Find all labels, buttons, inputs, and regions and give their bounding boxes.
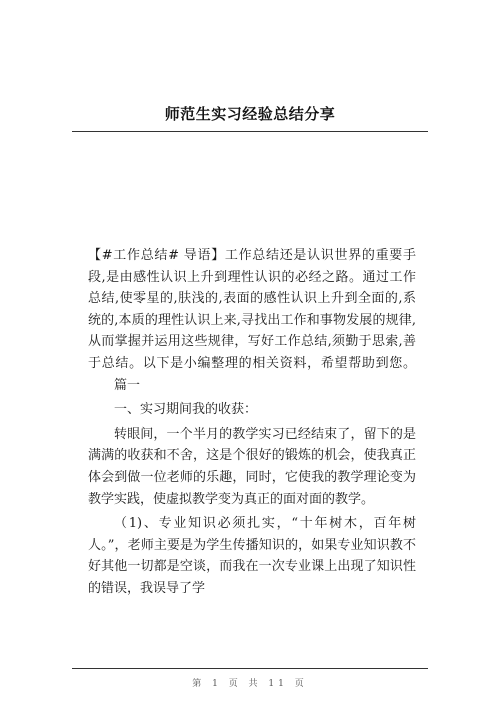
body-paragraph: 转眼间，一个半月的教学实习已经结束了，留下的是满满的收获和不舍，这是个很好的锻炼的机会，使我真正体会到做一位老师的乐趣，同时，它使我的教学理论变为教学实践，使虚拟教学变为真正的面对面的教学。 [88,426,416,507]
section-label: 篇一 [114,377,141,393]
section-heading: 一、实习期间我的收获： [114,402,258,418]
page-number: 第 1 页 共 11 页 [192,679,308,689]
body-paragraph: （1)、专业知识必须扎实，“十年树木，百年树人。”，老师主要是为学生传播知识的，如果专业知识教不好其他一切都是空谈，而我在一次专业课上出现了知识性的错误，我误导了学 [88,516,416,596]
footer-rule [72,668,428,669]
document-body [88,245,416,600]
title-underline [72,131,428,132]
intro-paragraph [88,245,416,396]
intro-text: 【#工作总结# 导语】工作总结还是认识世界的重要手段,是由感性认识上升到理性认识的必经之路。通过工作总结,使零星的,肤浅的,表面的感性认识上升到全面的,系统的,本质的理性认识上来,寻找出工作和事物发展的规律,从而掌握并运用这些规律，写好工作总结,须勤于思索,善于总结。以下是小编整理的相关资料，希望帮助到您。 [88,248,416,371]
document-title: 师范生实习经验总结分享 [164,105,336,123]
